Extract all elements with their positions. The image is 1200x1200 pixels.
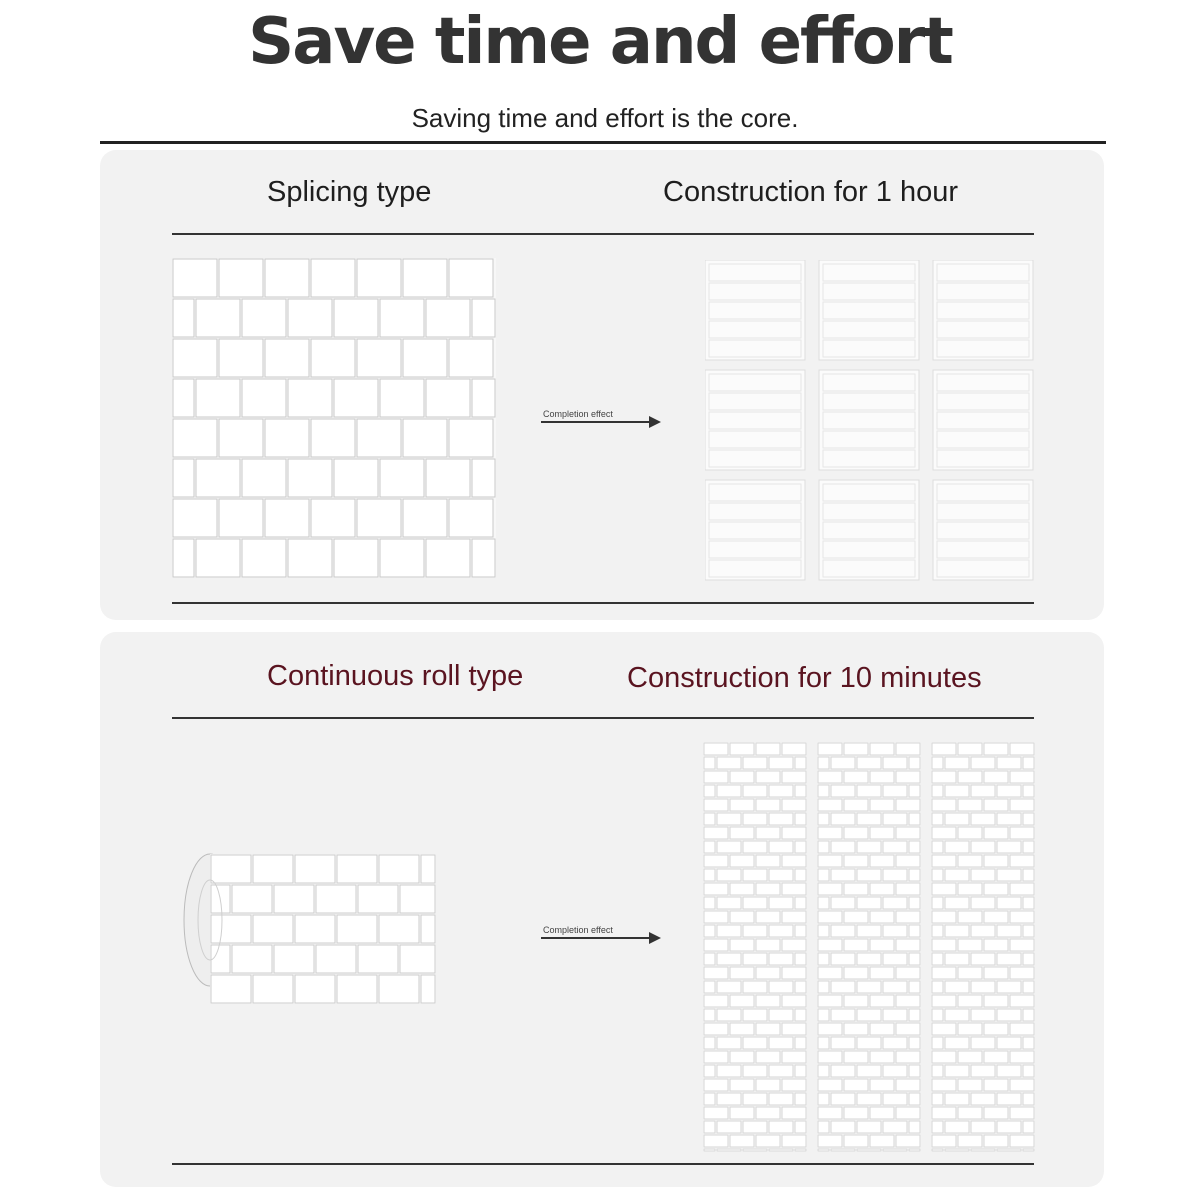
wallpaper-roll-image <box>180 842 450 1022</box>
page-title: Save time and effort <box>248 5 952 79</box>
panel-divider-bottom <box>172 602 1034 604</box>
completion-arrow <box>541 924 663 944</box>
header-divider <box>100 141 1106 144</box>
splicing-panel <box>100 150 1104 620</box>
panel-divider-top <box>172 717 1034 719</box>
arrow-shaft <box>541 937 653 939</box>
splicing-type-label: Splicing type <box>267 176 432 208</box>
arrow-head-icon <box>649 416 661 428</box>
tile-grid-image <box>705 260 1035 582</box>
roll-type-label: Continuous roll type <box>267 660 524 692</box>
panel-divider-bottom <box>172 1163 1034 1165</box>
arrow-shaft <box>541 421 653 423</box>
completion-arrow <box>541 408 663 428</box>
page-subtitle: Saving time and effort is the core. <box>411 103 799 133</box>
roll-strips-image <box>703 742 1035 1152</box>
construction-time-label: Construction for 10 minutes <box>627 662 982 694</box>
arrow-caption: Completion effect <box>543 925 613 935</box>
arrow-head-icon <box>649 932 661 944</box>
roll-panel <box>100 632 1104 1187</box>
panel-divider-top <box>172 233 1034 235</box>
brick-wall-image <box>172 258 496 578</box>
arrow-caption: Completion effect <box>543 409 613 419</box>
construction-time-label: Construction for 1 hour <box>663 176 958 208</box>
